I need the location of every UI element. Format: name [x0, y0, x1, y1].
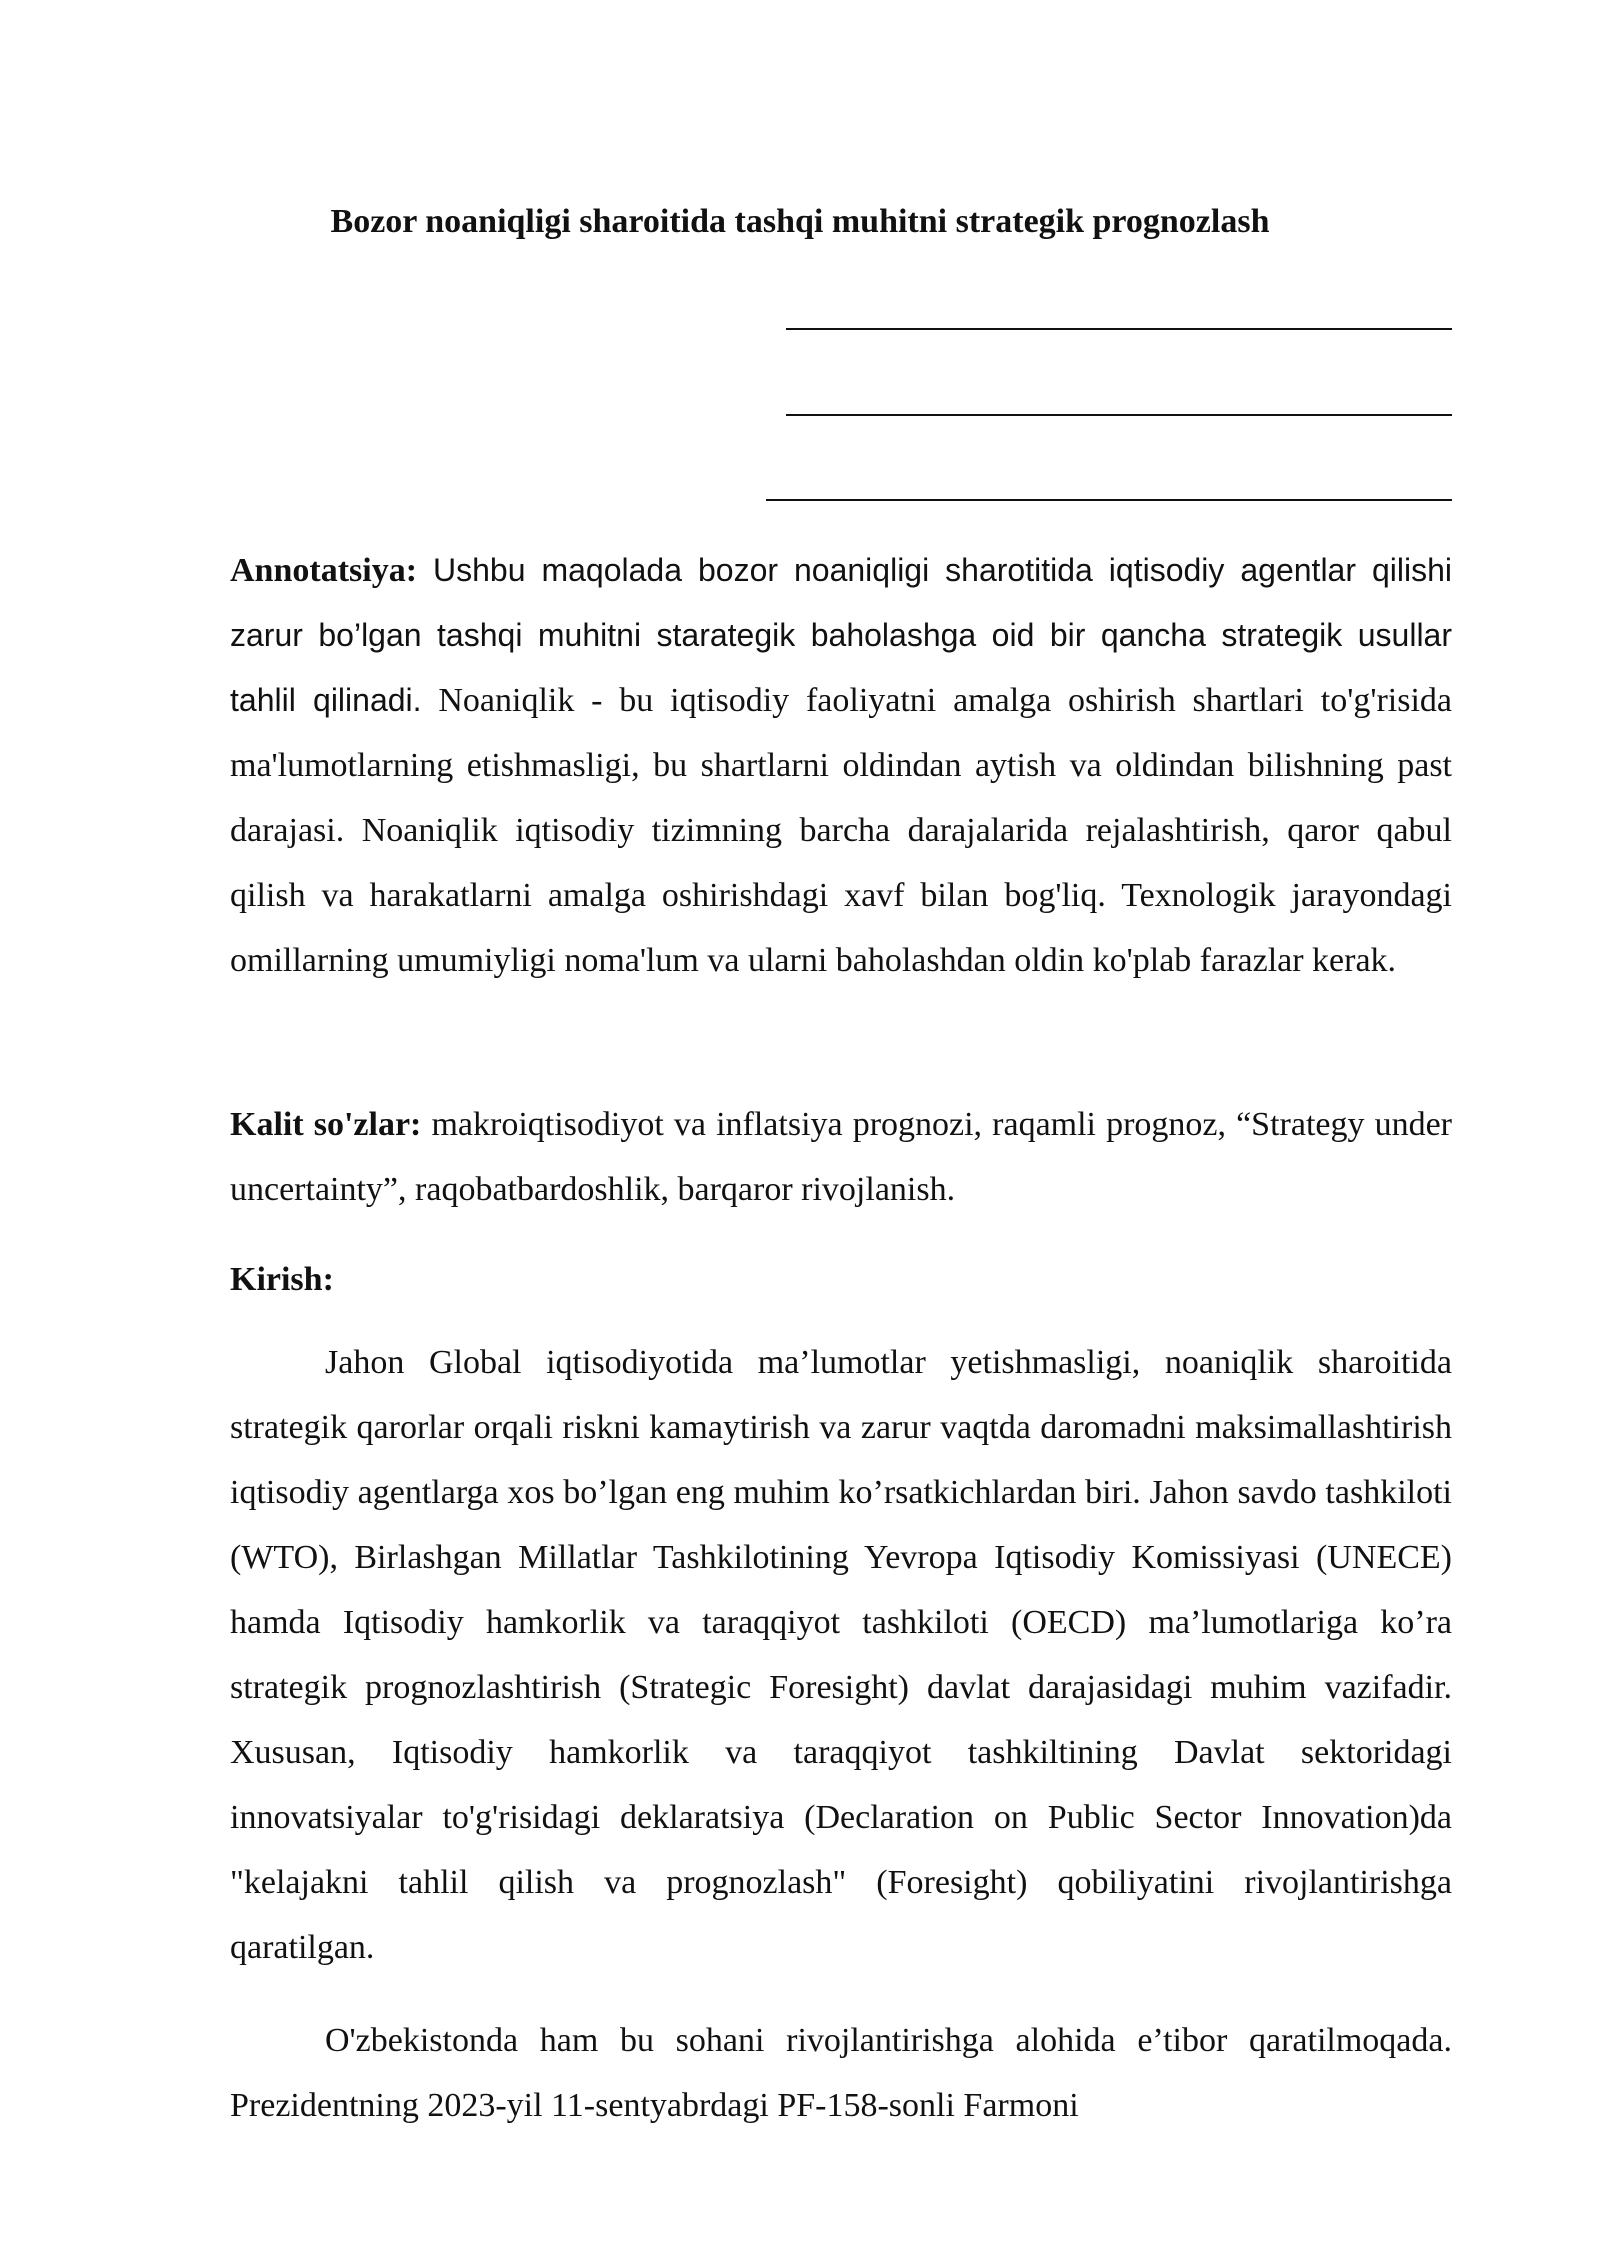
- paragraph-text: Jahon Global iqtisodiyotida ma’lumotlar yetishmasligi, noaniqlik sharoitida strategik qarorlar orqali riskni kamaytirish va zarur vaqtda daromadni maksimallashtirish iqtisodiy agentlarga xos bo’lgan eng muhim ko’rsatkichlardan biri. Jahon savdo tashkiloti (WTO), Birlashgan Millatlar Tashkilotining Yevropa Iqtisodiy Komissiyasi (UNECE) hamda Iqtisodiy hamkorlik va taraqqiyot tashkiloti (OECD) ma’lumotlariga ko’ra strategik prognozlashtirish (Strategic Foresight) davlat darajasidagi muhim vazifadir. Xususan, Iqtisodiy hamkorlik va taraqqiyot tashkiltining Davlat sektoridagi innovatsiyalar to'g'risidagi deklaratsiya (Declaration on Public Sector Innovation)da "kelajakni tahlil qilish va prognozlash" (Foresight) qobiliyatini rivojlantirishga qaratilgan.: [230, 1344, 1452, 1966]
- paragraph: [230, 1330, 1452, 1980]
- author-line-2: [786, 414, 1452, 416]
- keywords-text: makroiqtisodiyot va inflatsiya prognozi, raqamli prognoz, “Strategy under uncertainty”, raqobatbardoshlik, barqaror rivojlanish.: [230, 1106, 1452, 1208]
- abstract: [230, 538, 1452, 993]
- intro-heading: Kirish:: [230, 1261, 334, 1298]
- abstract-text-sans: Ushbu maqolada bozor noaniqligi sharotitida iqtisodiy agentlar qilishi zarur bo’lgan tashqi muhitni starategik baholashga oid bir qancha strategik usullar tahlil qilinadi.: [230, 552, 1452, 718]
- keywords-label: Kalit so'zlar:: [230, 1106, 422, 1143]
- author-line-3: [766, 499, 1452, 501]
- article-title: Bozor noaniqligi sharoitida tashqi muhitni strategik prognozlash: [330, 203, 1270, 240]
- keywords: [230, 1092, 1452, 1222]
- paragraph: [230, 2008, 1452, 2138]
- author-line-1: [786, 328, 1452, 330]
- paragraph-text: O'zbekistonda ham bu sohani rivojlantirishga alohida e’tibor qaratilmoqada. Prezidentning 2023-yil 11-sentyabrdagi PF-158-sonli Farmoni: [230, 2022, 1452, 2124]
- abstract-text: Noaniqlik - bu iqtisodiy faoliyatni amalga oshirish shartlari to'g'risida ma'lumotlarning etishmasligi, bu shartlarni oldindan aytish va oldindan bilishning past darajasi. Noaniqlik iqtisodiy tizimning barcha darajalarida rejalashtirish, qaror qabul qilish va harakatlarni amalga oshirishdagi xavf bilan bog'liq. Texnologik jarayondagi omillarning umumiyligi noma'lum va ularni baholashdan oldin ko'plab farazlar kerak.: [230, 682, 1453, 979]
- abstract-label: Annotatsiya:: [230, 552, 418, 589]
